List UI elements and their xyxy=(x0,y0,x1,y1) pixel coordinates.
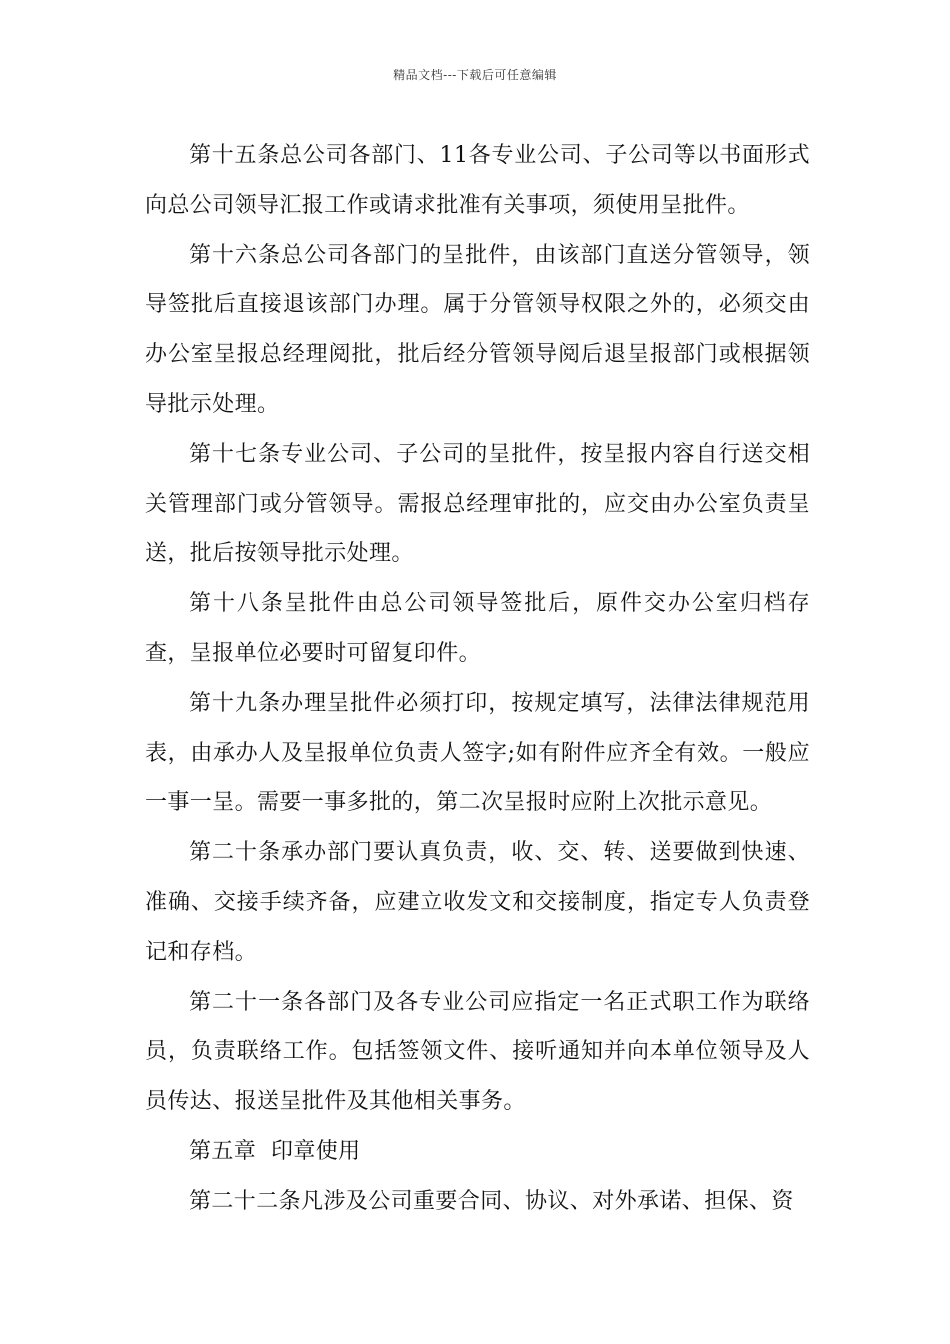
paragraph-article-18: 第十八条呈批件由总公司领导签批后，原件交办公室归档存查，呈报单位必要时可留复印件。 xyxy=(145,591,810,666)
paragraph-article-21: 第二十一条各部门及各专业公司应指定一名正式职工作为联络员，负责联络工作。包括签领文件、接听通知并向本单位领导及人员传达、报送呈批件及其他相关事务。 xyxy=(145,989,810,1115)
paragraph-article-17: 第十七条专业公司、子公司的呈批件，按呈报内容自行送交相关管理部门或分管领导。需报总经理审批的，应交由办公室负责呈送，批后按领导批示处理。 xyxy=(145,441,810,567)
document-body xyxy=(145,131,810,1227)
paragraph-article-22: 第二十二条凡涉及公司重要合同、协议、对外承诺、担保、资 xyxy=(189,1188,794,1214)
page-header: 精品文档---下载后可任意编辑 xyxy=(393,68,557,82)
chapter-heading: 第五章 印章使用 xyxy=(189,1138,361,1164)
paragraph-article-16: 第十六条总公司各部门的呈批件，由该部门直送分管领导，领导签批后直接退该部门办理。属于分管领导权限之外的，必须交由办公室呈报总经理阅批，批后经分管领导阅后退呈报部门或根据领导批示处理。 xyxy=(145,242,810,417)
paragraph-article-20: 第二十条承办部门要认真负责，收、交、转、送要做到快速、准确、交接手续齐备，应建立收发文和交接制度，指定专人负责登记和存档。 xyxy=(145,840,810,965)
paragraph-article-19: 第十九条办理呈批件必须打印，按规定填写，法律法律规范用表，由承办人及呈报单位负责人签字;如有附件应齐全有效。一般应一事一呈。需要一事多批的，第二次呈报时应附上次批示意见。 xyxy=(145,690,810,816)
paragraph-article-15: 第十五条总公司各部门、11各专业公司、子公司等以书面形式向总公司领导汇报工作或请求批准有关事项，须使用呈批件。 xyxy=(145,143,810,218)
